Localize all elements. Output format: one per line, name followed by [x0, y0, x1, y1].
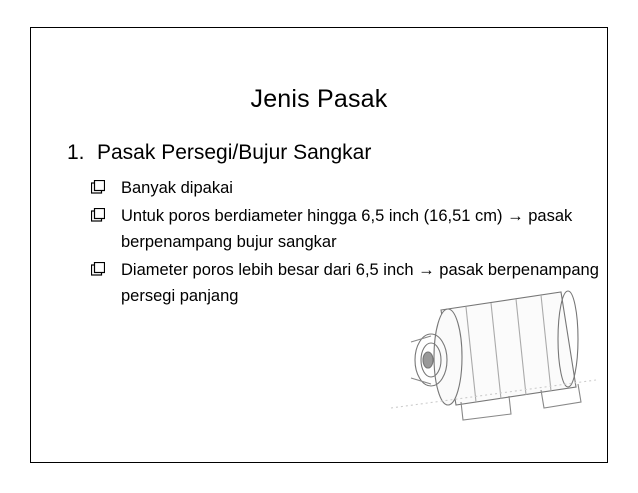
slide-title: Jenis Pasak: [250, 85, 388, 113]
slide: [30, 27, 608, 463]
electric-motor-icon: [371, 262, 601, 422]
arrow-icon: →: [418, 261, 435, 279]
list-item: [91, 203, 601, 255]
arrow-icon: →: [507, 207, 524, 225]
list-item: [91, 175, 601, 201]
bullet-text: Untuk poros berdiameter hingga 6,5 inch (16,51 cm): [121, 207, 503, 225]
bullet-text-continued: pasak berpenampang bujur sangkar: [121, 207, 573, 251]
numbered-heading: [67, 141, 371, 165]
checkbox-bullet-icon: [91, 262, 105, 276]
bullet-text: Banyak dipakai: [121, 179, 233, 197]
bullet-text-continued: pasak berpenampang persegi panjang: [121, 261, 599, 305]
bullet-text: Diameter poros lebih besar dari 6,5 inch: [121, 261, 414, 279]
heading-text: Pasak Persegi/Bujur Sangkar: [97, 141, 372, 164]
checkbox-bullet-icon: [91, 180, 105, 194]
heading-number: 1.: [67, 141, 85, 164]
checkbox-bullet-icon: [91, 208, 105, 222]
